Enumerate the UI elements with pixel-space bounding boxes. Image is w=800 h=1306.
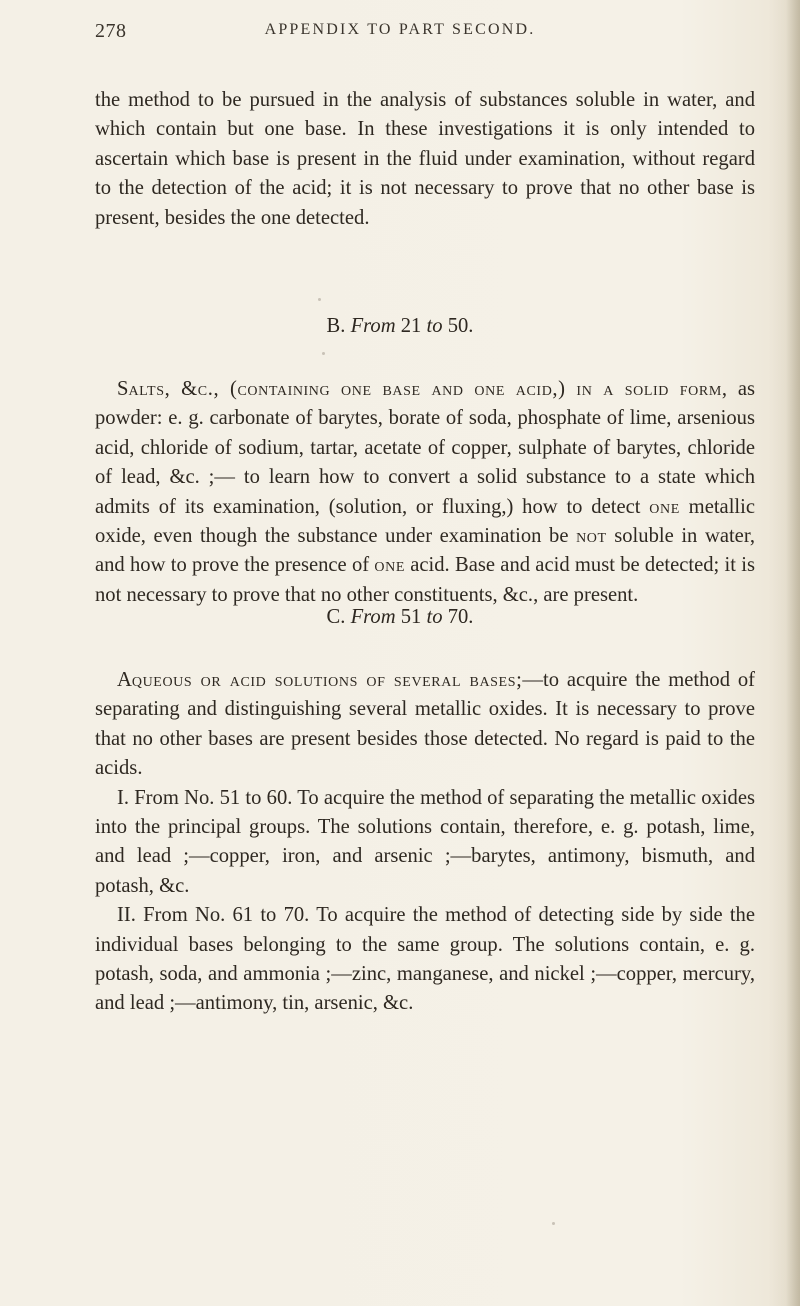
section-b-paragraph xyxy=(95,375,755,610)
paper-speck xyxy=(552,1222,555,1225)
section-c-body: —to acquire the method of separating and distinguishing several metallic oxides. It is necessary to prove that no other bases are present besides those detected. No regard is paid to the acids. xyxy=(95,669,755,780)
section-b-body-1: as powder: e. g. carbonate of barytes, borate of soda, phosphate of lime, arsenious acid, chloride of sodium, tartar, acetate of copper, sulphate of barytes, chloride of lead, &c. ;— to learn how to convert a solid substance to a state which admits of its examination, (solution, or fluxing,) how to detect xyxy=(95,378,755,518)
section-c-lead-caps: queous or acid solutions of several bases; xyxy=(131,669,523,691)
section-c-letter: C. xyxy=(326,606,346,628)
section-c-paragraph xyxy=(95,666,755,784)
paper-speck xyxy=(322,352,325,355)
section-b-emphasis-one-2: one xyxy=(374,554,405,577)
section-c-from: From xyxy=(350,606,396,628)
section-c-item-2: II. From No. 61 to 70. To acquire the method of detecting side by side the individual bases belonging to the same group. The solutions contain, e. g. potash, soda, and ammonia ;—zinc, manganese, and nickel ;—copper, mercury, and lead ;—antimony, tin, arsenic, &c. xyxy=(95,904,755,1015)
section-c-heading xyxy=(0,606,800,629)
page-edge-shadow xyxy=(786,0,800,1306)
section-b-lead-caps: alts, &c., (containing one base and one acid,) in a solid form, xyxy=(128,378,728,400)
section-b-to: to xyxy=(426,315,443,337)
section-c-content xyxy=(95,666,755,1019)
section-c-lead-initial: A xyxy=(117,669,132,691)
page-number: 278 xyxy=(95,20,127,42)
section-b-text xyxy=(95,375,755,610)
section-b-body-2: metallic oxide, even though the substance under examination be xyxy=(95,495,755,548)
section-b-emphasis-one: one xyxy=(649,495,680,518)
running-head-title: APPENDIX TO PART SECOND. xyxy=(264,21,536,38)
section-b-emphasis-not: not xyxy=(576,525,607,548)
section-b-body-3: soluble in water, and how to prove the presence of xyxy=(95,525,755,577)
section-b-letter: B. xyxy=(326,315,346,337)
section-c-range-start: 51 xyxy=(400,606,422,628)
section-b-body-4: acid. Base and acid must be detected; it is not necessary to prove that no other constituents, &c., are present. xyxy=(95,554,755,606)
section-c-to: to xyxy=(426,606,443,628)
section-b-heading xyxy=(0,315,800,338)
section-b-lead-initial: S xyxy=(117,378,129,400)
paper-speck xyxy=(318,298,321,301)
section-b-range-start: 21 xyxy=(400,315,422,337)
section-b-range-end: 50. xyxy=(447,315,474,337)
intro-paragraph-text: the method to be pursued in the analysis of substances soluble in water, and which contain but one base. In these investigations it is only intended to ascertain which base is present in the fluid under examination, without regard to the detection of the acid; it is not necessary to prove that no other base is present, besides the one detected. xyxy=(95,89,755,229)
section-b-from: From xyxy=(350,315,396,337)
running-head xyxy=(0,20,800,50)
section-c-range-end: 70. xyxy=(447,606,474,628)
intro-paragraph xyxy=(95,86,755,233)
section-c-item-1: I. From No. 51 to 60. To acquire the method of separating the metallic oxides into the principal groups. The solutions contain, therefore, e. g. potash, lime, and lead ;—copper, iron, and arsenic ;—barytes, antimony, bismuth, and potash, &c. xyxy=(95,786,755,897)
